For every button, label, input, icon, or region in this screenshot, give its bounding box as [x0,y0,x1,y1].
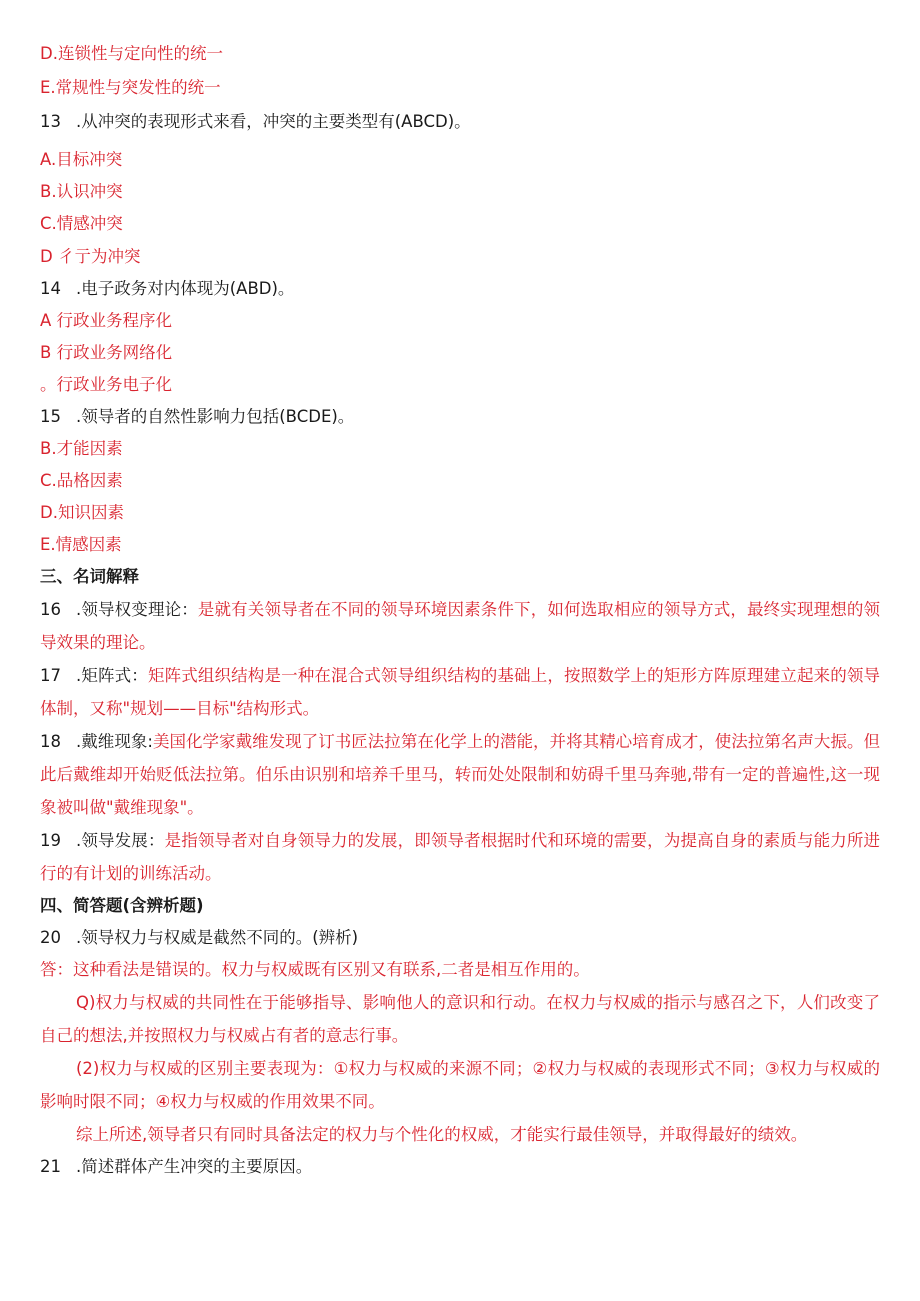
q15-option-e: E.情感因素 [40,535,122,554]
q16-answer: 是就有关领导者在不同的领导环境因素条件下，如何选取相应的领导方式，最终实现理想的领导效果的理论。 [40,600,880,652]
q14-option-a: A 行政业务程序化 [40,311,173,330]
q17-number: 17 [40,666,61,685]
q19-term: .领导发展： [76,831,165,850]
q20-number: 20 [40,928,61,947]
q16-term: .领导权变理论： [76,600,198,619]
q20-answer-point-2: (2)权力与权威的区别主要表现为：①权力与权威的来源不同；②权力与权威的表现形式不同；③权力与权威的影响时限不同；④权力与权威的作用效果不同。 [40,1059,880,1111]
document-page [40,38,880,1183]
q17-answer: 矩阵式组织结构是一种在混合式领导组织结构的基础上，按照数学上的矩形方阵原理建立起来的领导体制，又称"规划——目标"结构形式。 [40,666,880,718]
q13-option-c: C.情感冲突 [40,214,123,233]
q20-answer-point-1: Q)权力与权威的共同性在于能够指导、影响他人的意识和行动。在权力与权威的指示与感召之下，人们改变了自己的想法,并按照权力与权威占有者的意志行事。 [40,993,880,1045]
q17-definition [40,659,880,725]
q13-option-b: B.认识冲突 [40,182,123,201]
q13-option-a: A.目标冲突 [40,150,123,169]
q13-text: .从冲突的表现形式来看，冲突的主要类型有(ABCD)。 [76,112,471,131]
q13-number: 13 [40,112,61,131]
q14-question [40,273,880,305]
q18-answer: 美国化学家戴维发现了订书匠法拉第在化学上的潜能，并将其精心培育成才，使法拉第名声大振。但此后戴维却开始贬低法拉第。伯乐由识别和培养千里马，转而处处限制和妨碍千里马奔驰,带有一定的普遍性,这一现象被叫做"戴维现象"。 [40,732,881,817]
q13-question [40,106,880,138]
q18-term: .戴维现象: [76,732,153,751]
q21-number: 21 [40,1157,61,1176]
q14-text: .电子政务对内体现为(ABD)。 [76,279,295,298]
q19-number: 19 [40,831,61,850]
q19-definition [40,824,880,890]
q16-definition [40,593,880,659]
q14-option-c: 。行政业务电子化 [40,375,172,394]
q16-number: 16 [40,600,61,619]
q15-text: .领导者的自然性影响力包括(BCDE)。 [76,407,355,426]
q15-option-b: B.才能因素 [40,439,123,458]
q19-answer: 是指领导者对自身领导力的发展，即领导者根据时代和环境的需要，为提高自身的素质与能力所进行的有计划的训练活动。 [40,831,880,883]
q21-question [40,1151,880,1183]
q21-text: .简述群体产生冲突的主要原因。 [76,1157,313,1176]
q15-option-d: D.知识因素 [40,503,124,522]
q18-number: 18 [40,732,61,751]
q15-option-c: C.品格因素 [40,471,123,490]
section-3-heading: 三、名词解释 [40,567,139,586]
q14-number: 14 [40,279,61,298]
section-4-heading: 四、简答题(含辨析题) [40,896,204,915]
q15-question [40,401,880,433]
q14-option-b: B 行政业务网络化 [40,343,173,362]
q20-text: .领导权力与权威是截然不同的。(辨析) [76,928,359,947]
q20-question [40,922,880,954]
q13-option-d: D 彳亍为冲突 [40,247,141,266]
q12-option-d: D.连锁性与定向性的统一 [40,44,223,63]
q12-option-e: E.常规性与突发性的统一 [40,78,221,97]
q18-definition [40,725,880,824]
q20-answer-intro: 答：这种看法是错误的。权力与权威既有区别又有联系,二者是相互作用的。 [40,960,590,979]
q15-number: 15 [40,407,61,426]
q17-term: .矩阵式： [76,666,148,685]
q20-answer-conclusion: 综上所述,领导者只有同时具备法定的权力与个性化的权威，才能实行最佳领导，并取得最好的绩效。 [76,1125,808,1144]
